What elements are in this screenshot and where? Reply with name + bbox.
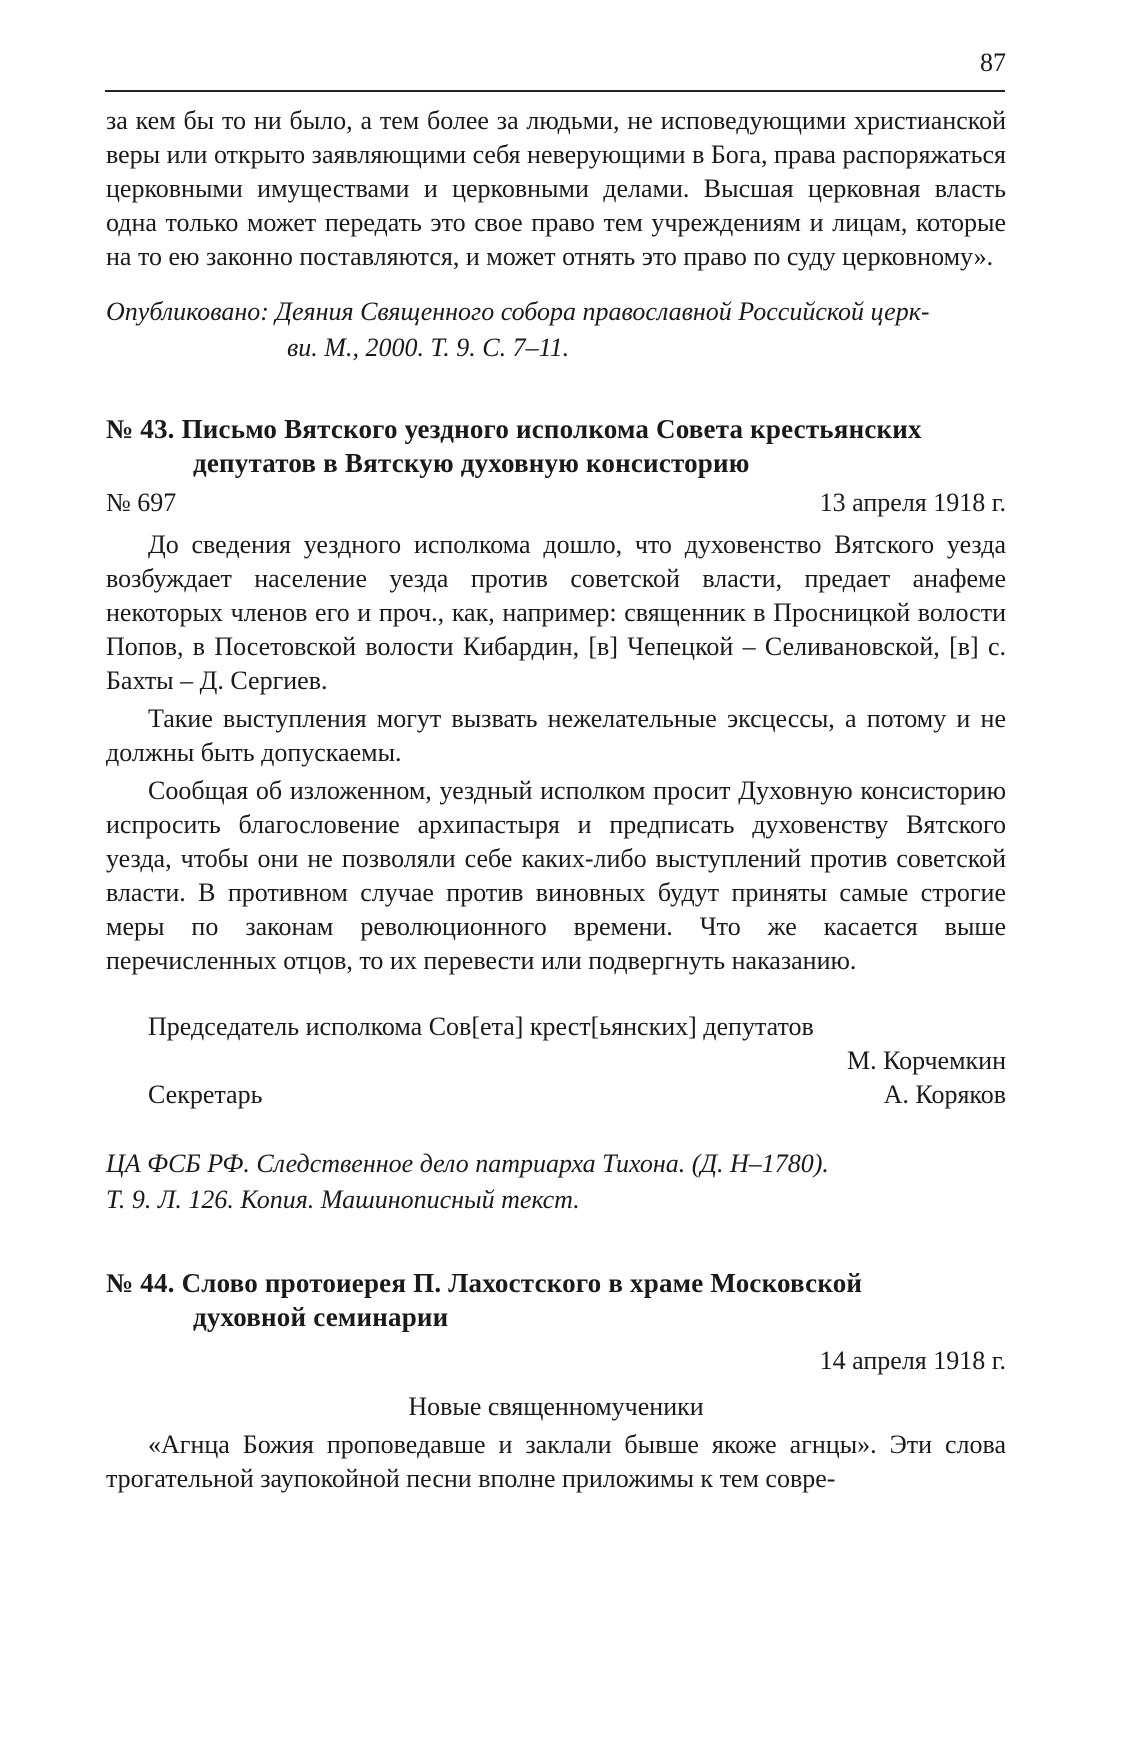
intro-paragraph: за кем бы то ни было, а тем более за людьми, не исповедующими христианской веры или открыто заявляющими себя неверующими в Бога, права распоряжаться церковными имуществами и церковными делами. Высшая церковная власть одна только может передать это свое право тем учреждениям и лицам, которые на то ею законно поставляются, и может отнять это право по суду церковному». bbox=[106, 106, 1006, 271]
doc-43-title-line2: депутатов в Вятскую духовную консисторию bbox=[193, 448, 750, 478]
doc-43-title-line1: № 43. Письмо Вятского уездного исполкома Совета крестьянских bbox=[106, 414, 922, 444]
page-content bbox=[106, 104, 1006, 1496]
doc-43-meta bbox=[106, 486, 1006, 520]
source-citation-2-line1: ЦА ФСБ РФ. Следственное дело патриарха Тихона. (Д. Н–1780). bbox=[106, 1149, 829, 1178]
source-citation-1-line2: ви. М., 2000. Т. 9. С. 7–11. bbox=[287, 333, 570, 362]
doc-44-subheading: Новые священномученики bbox=[408, 1392, 704, 1421]
secretary-row bbox=[106, 1078, 1006, 1112]
source-citation-1-line1: Опубликовано: Деяния Священного собора православной Российской церк- bbox=[106, 297, 930, 326]
doc-44-title bbox=[106, 1266, 1006, 1334]
doc-43-title bbox=[106, 412, 1006, 480]
doc-43-paragraph: До сведения уездного исполкома дошло, что духовенство Вятского уезда возбуждает население уезда против советской власти, предает анафеме некоторых членов его и проч., как, например: священник в Просницкой волости Попов, в Посетовской волости Кибардин, [в] Чепецкой – Селивановской, [в] с. Бахты – Д. Сергиев. bbox=[106, 530, 1006, 695]
doc-43-date: 13 апреля 1918 г. bbox=[819, 488, 1006, 517]
chairman-name: М. Корчемкин bbox=[846, 1046, 1006, 1075]
source-citation-1 bbox=[106, 294, 1006, 366]
doc-43-number: № 697 bbox=[106, 488, 177, 517]
doc-43-paragraph: Такие выступления могут вызвать нежелательные эксцессы, а потому и не должны быть допускаемы. bbox=[106, 704, 1006, 767]
header-rule bbox=[105, 90, 1005, 92]
doc-44-paragraph: «Агнца Божия проповедавше и заклали бывше якоже агнцы». Эти слова трогательной заупокойной песни вполне приложимы к тем совре- bbox=[106, 1430, 1006, 1493]
doc-44-date: 14 апреля 1918 г. bbox=[819, 1346, 1006, 1375]
doc-44-title-line2: духовной семинарии bbox=[193, 1302, 449, 1332]
page-number: 87 bbox=[980, 48, 1006, 77]
source-citation-2 bbox=[106, 1146, 1006, 1218]
chairman-title-row bbox=[106, 1010, 1006, 1044]
doc-43-paragraph: Сообщая об изложенном, уездный исполком просит Духовную консисторию испросить благословение архипастыря и предписать духовенству Вятского уезда, чтобы они не позволяли себе каких-либо выступлений против советской власти. В противном случае против виновных будут приняты самые строгие меры по законам революционного времени. Что же касается выше перечисленных отцов, то их перевести или подвергнуть наказанию. bbox=[106, 776, 1006, 975]
doc-44-title-line1: № 44. Слово протоиерея П. Лахостского в храме Московской bbox=[106, 1268, 863, 1298]
secretary-name: А. Коряков bbox=[883, 1080, 1006, 1109]
source-citation-2-line2: Т. 9. Л. 126. Копия. Машинописный текст. bbox=[106, 1185, 580, 1214]
chairman-title: Председатель исполкома Сов[ета] крест[ьянских] депутатов bbox=[148, 1012, 814, 1041]
secretary-title: Секретарь bbox=[148, 1080, 263, 1109]
doc-43-signature-block bbox=[106, 1010, 1006, 1112]
